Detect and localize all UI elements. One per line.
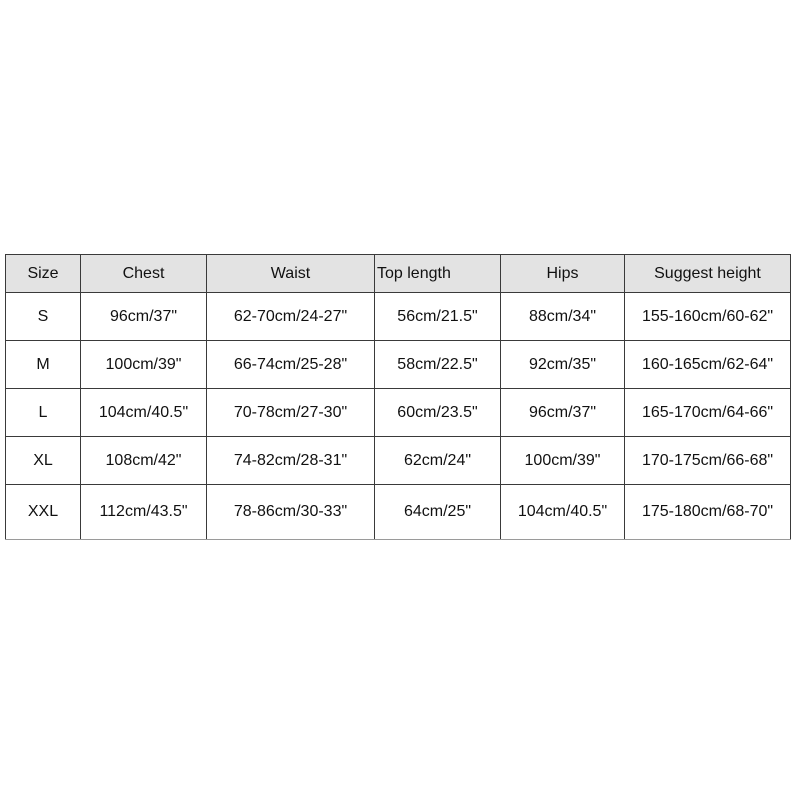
header-waist: Waist (207, 255, 375, 293)
cell-suggest-height: 165-170cm/64-66" (625, 389, 791, 437)
cell-waist: 78-86cm/30-33" (207, 485, 375, 540)
header-hips: Hips (501, 255, 625, 293)
cell-chest: 112cm/43.5" (81, 485, 207, 540)
header-size: Size (6, 255, 81, 293)
table-row (6, 293, 791, 341)
cell-size: L (6, 389, 81, 437)
cell-top-length: 60cm/23.5" (375, 389, 501, 437)
cell-hips: 92cm/35" (501, 341, 625, 389)
header-row (6, 255, 791, 293)
cell-hips: 104cm/40.5" (501, 485, 625, 540)
table-row (6, 485, 791, 540)
table-row (6, 341, 791, 389)
cell-chest: 108cm/42" (81, 437, 207, 485)
cell-suggest-height: 170-175cm/66-68" (625, 437, 791, 485)
cell-top-length: 56cm/21.5" (375, 293, 501, 341)
cell-size: XXL (6, 485, 81, 540)
cell-suggest-height: 175-180cm/68-70" (625, 485, 791, 540)
cell-chest: 96cm/37" (81, 293, 207, 341)
cell-size: S (6, 293, 81, 341)
header-top-length: Top length (375, 255, 501, 293)
cell-waist: 74-82cm/28-31" (207, 437, 375, 485)
cell-suggest-height: 155-160cm/60-62" (625, 293, 791, 341)
cell-waist: 62-70cm/24-27" (207, 293, 375, 341)
cell-chest: 100cm/39" (81, 341, 207, 389)
cell-size: M (6, 341, 81, 389)
cell-hips: 96cm/37" (501, 389, 625, 437)
table-row (6, 389, 791, 437)
table-row (6, 437, 791, 485)
cell-waist: 66-74cm/25-28" (207, 341, 375, 389)
cell-hips: 88cm/34" (501, 293, 625, 341)
cell-hips: 100cm/39" (501, 437, 625, 485)
cell-chest: 104cm/40.5" (81, 389, 207, 437)
size-chart-table (5, 254, 791, 540)
cell-top-length: 58cm/22.5" (375, 341, 501, 389)
cell-top-length: 64cm/25" (375, 485, 501, 540)
header-chest: Chest (81, 255, 207, 293)
header-suggest-height: Suggest height (625, 255, 791, 293)
cell-suggest-height: 160-165cm/62-64" (625, 341, 791, 389)
cell-size: XL (6, 437, 81, 485)
cell-top-length: 62cm/24" (375, 437, 501, 485)
cell-waist: 70-78cm/27-30" (207, 389, 375, 437)
